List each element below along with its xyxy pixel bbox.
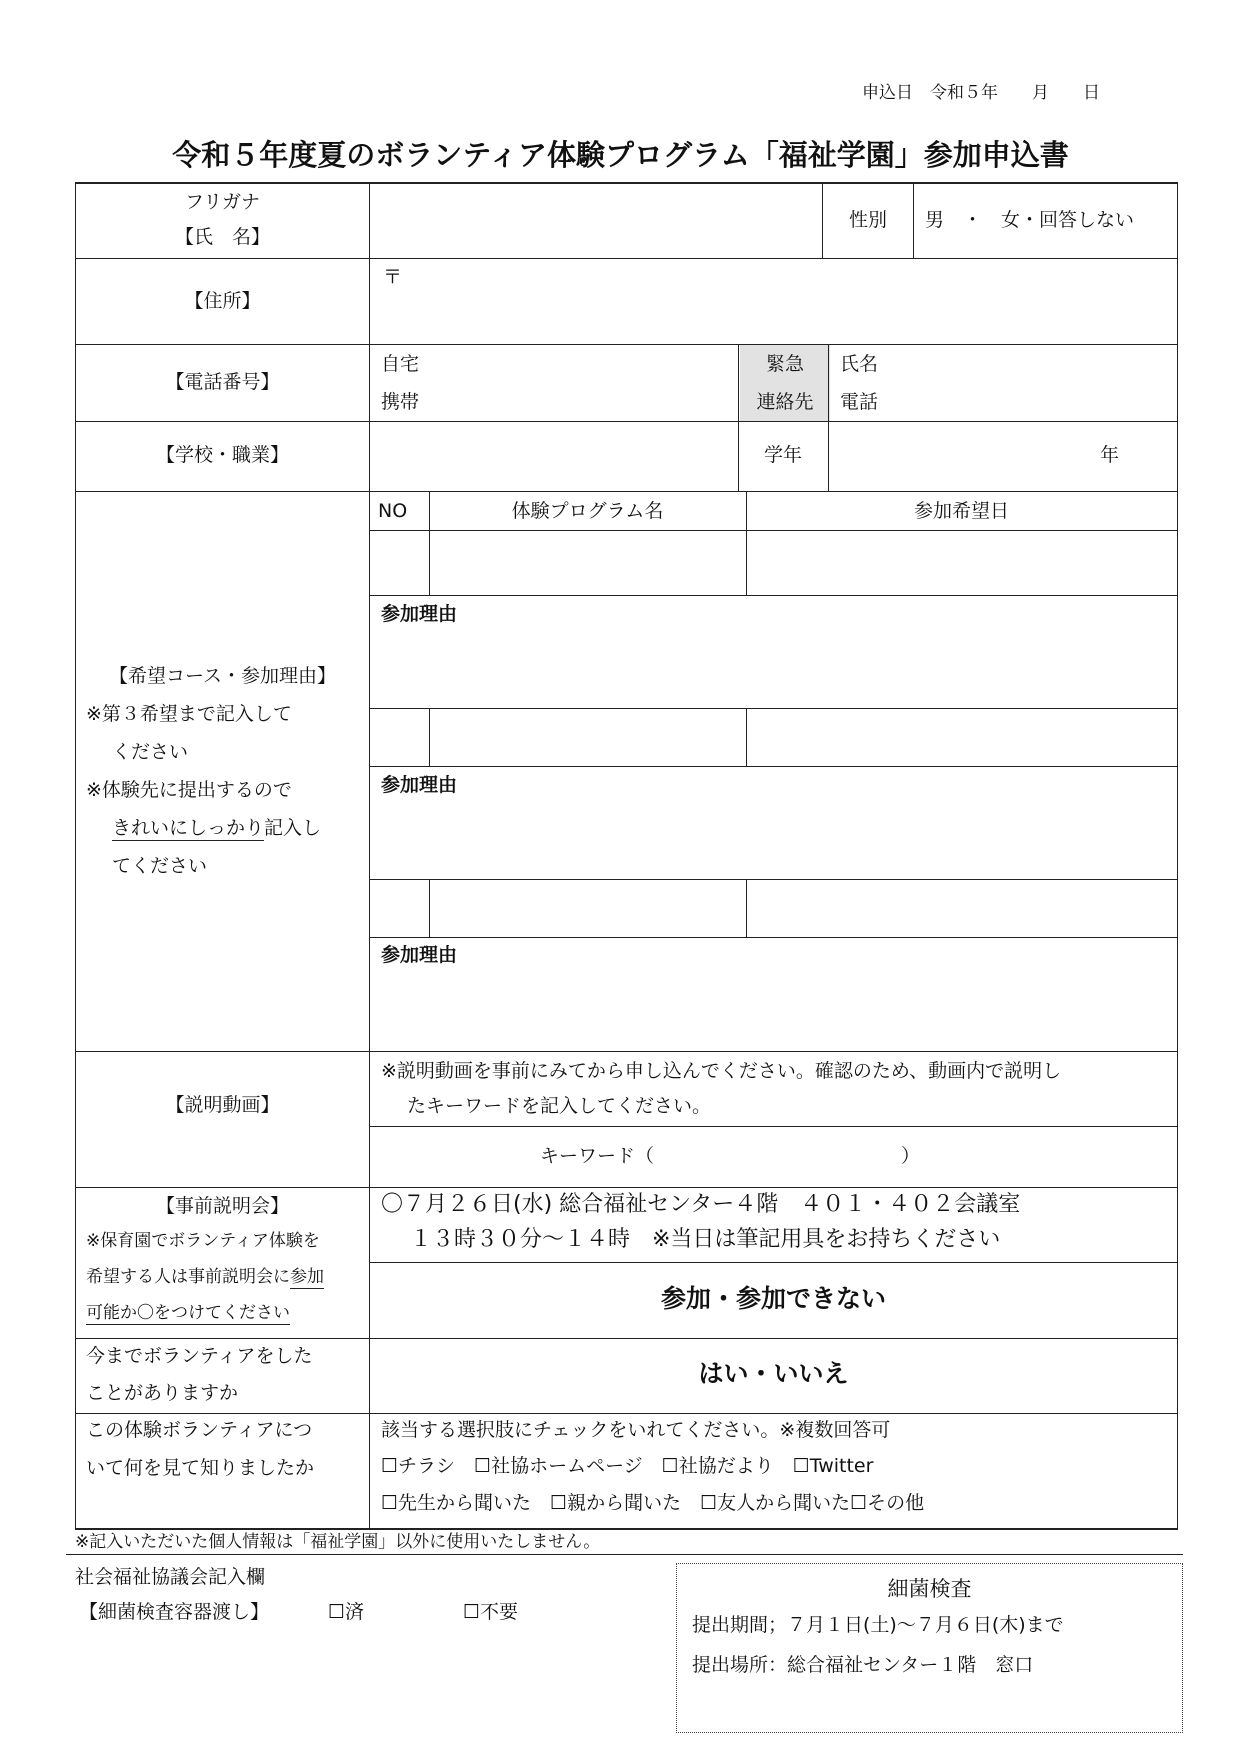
course-note2-underlined: きれいにしっかり (112, 817, 265, 839)
grade-label: 学年 (763, 444, 802, 466)
experience-question-line2: ことがありますか (86, 1382, 239, 1404)
choice1-program-field[interactable] (430, 531, 746, 595)
choice2-reason-field[interactable] (370, 801, 1177, 879)
privacy-note: ※記入いただいた個人情報は「福祉学園」以外に使用いたしません。 (75, 1532, 601, 1552)
bacteria-submission-period: 提出期間；７月１日(土)～７月６日(木)まで (692, 1614, 1064, 1636)
course-note2-line3: てください (112, 855, 208, 877)
briefing-note-line2 (86, 1269, 324, 1286)
source-question-line1: この体験ボランティアにつ (86, 1419, 313, 1441)
col-no-header: NO (378, 500, 408, 522)
postal-mark: 〒 (383, 266, 403, 288)
mobile-phone-label: 携帯 (381, 391, 420, 413)
briefing-note-line3-underlined: 可能か〇をつけてください (86, 1303, 290, 1323)
emergency-label-line2: 連絡先 (756, 391, 814, 413)
home-phone-label: 自宅 (381, 353, 420, 375)
video-note-line2: たキーワードを記入してください。 (407, 1095, 712, 1117)
name-label: 【氏 名】 (174, 226, 270, 248)
choice3-no-field[interactable] (370, 880, 429, 937)
video-label: 【説明動画】 (165, 1094, 280, 1116)
choice1-reason-label: 参加理由 (381, 603, 458, 625)
gender-label: 性別 (848, 209, 887, 231)
col-date-header: 参加希望日 (913, 500, 1009, 522)
school-label: 【学校・職業】 (155, 444, 289, 466)
keyword-field[interactable]: キーワード（ ） (540, 1145, 921, 1167)
choice2-no-field[interactable] (370, 709, 429, 766)
choice3-program-field[interactable] (430, 880, 746, 937)
course-note1-line1: ※第３希望まで記入して (86, 703, 292, 725)
emergency-phone-label: 電話 (840, 391, 879, 413)
video-note-line1: ※説明動画を事前にみてから申し込んでください。確認のため、動画内で説明し (381, 1060, 1062, 1082)
briefing-detail-line2: １３時３０分～１４時 ※当日は筆記用具をお持ちください (410, 1227, 1001, 1252)
choice2-reason-label: 参加理由 (381, 774, 458, 796)
choice1-date-field[interactable] (747, 531, 1177, 595)
phone-label: 【電話番号】 (165, 371, 280, 393)
course-label-title: 【希望コース・参加理由】 (108, 665, 337, 687)
choice1-no-field[interactable] (370, 531, 429, 595)
year-suffix: 年 (1100, 444, 1120, 466)
briefing-label: 【事前説明会】 (155, 1195, 289, 1217)
furigana-label: フリガナ (184, 191, 261, 213)
course-note2-rest: 記入し (264, 817, 322, 839)
page-title: 令和５年度夏のボランティア体験プログラム「福祉学園」参加申込書 (172, 138, 1069, 172)
emergency-label-line1: 緊急 (765, 353, 804, 375)
choice2-date-field[interactable] (747, 709, 1177, 766)
source-options-line1[interactable]: ☐チラシ ☐社協ホームページ ☐社協だより ☐Twitter (381, 1455, 874, 1477)
not-needed-checkbox[interactable]: ☐不要 (463, 1601, 519, 1623)
briefing-note-line2-text: 希望する人は事前説明会に (86, 1267, 290, 1287)
briefing-choice[interactable]: 参加・参加できない (660, 1284, 886, 1313)
col-program-header: 体験プログラム名 (511, 500, 664, 522)
experience-choice[interactable]: はい・いいえ (698, 1359, 849, 1388)
source-question-line2: いて何を見て知りましたか (86, 1457, 315, 1479)
source-options-line2[interactable]: ☐先生から聞いた ☐親から聞いた ☐友人から聞いた☐その他 (381, 1492, 925, 1514)
choice3-reason-field[interactable] (370, 971, 1177, 1051)
briefing-note-line3 (86, 1305, 290, 1322)
source-instruction: 該当する選択肢にチェックをいれてください。※複数回答可 (381, 1419, 891, 1441)
course-note2-line1: ※体験先に提出するので (86, 779, 292, 801)
section-divider (66, 1554, 1183, 1555)
name-field[interactable] (370, 184, 822, 258)
choice3-date-field[interactable] (747, 880, 1177, 937)
bacteria-box-title: 細菌検査 (887, 1577, 972, 1601)
container-handover-label: 【細菌検査容器渡し】 (79, 1601, 270, 1623)
course-note1-line2: ください (112, 741, 189, 763)
experience-question-line1: 今までボランティアをした (86, 1345, 313, 1367)
choice2-program-field[interactable] (430, 709, 746, 766)
bacteria-submission-place: 提出場所：総合福祉センター１階 窓口 (692, 1654, 1034, 1676)
address-field[interactable] (400, 259, 1177, 344)
briefing-detail-line1: 〇７月２６日(水) 総合福祉センター４階 ４０１・４０２会議室 (381, 1192, 1021, 1217)
address-label: 【住所】 (184, 290, 261, 312)
done-checkbox[interactable]: ☐済 (328, 1601, 365, 1623)
office-use-title: 社会福祉協議会記入欄 (75, 1566, 266, 1588)
course-note2-line2 (112, 819, 321, 838)
application-date-line: 申込日 令和５年 月 日 (862, 83, 1100, 103)
school-field[interactable] (370, 422, 738, 491)
briefing-note-line1: ※保育園でボランティア体験を (86, 1231, 320, 1251)
gender-options[interactable]: 男 ・ 女・回答しない (925, 209, 1135, 231)
choice3-reason-label: 参加理由 (381, 944, 458, 966)
briefing-note-line2-underlined: 参加 (290, 1267, 324, 1287)
emergency-name-label: 氏名 (840, 353, 879, 375)
choice1-reason-field[interactable] (370, 630, 1177, 708)
